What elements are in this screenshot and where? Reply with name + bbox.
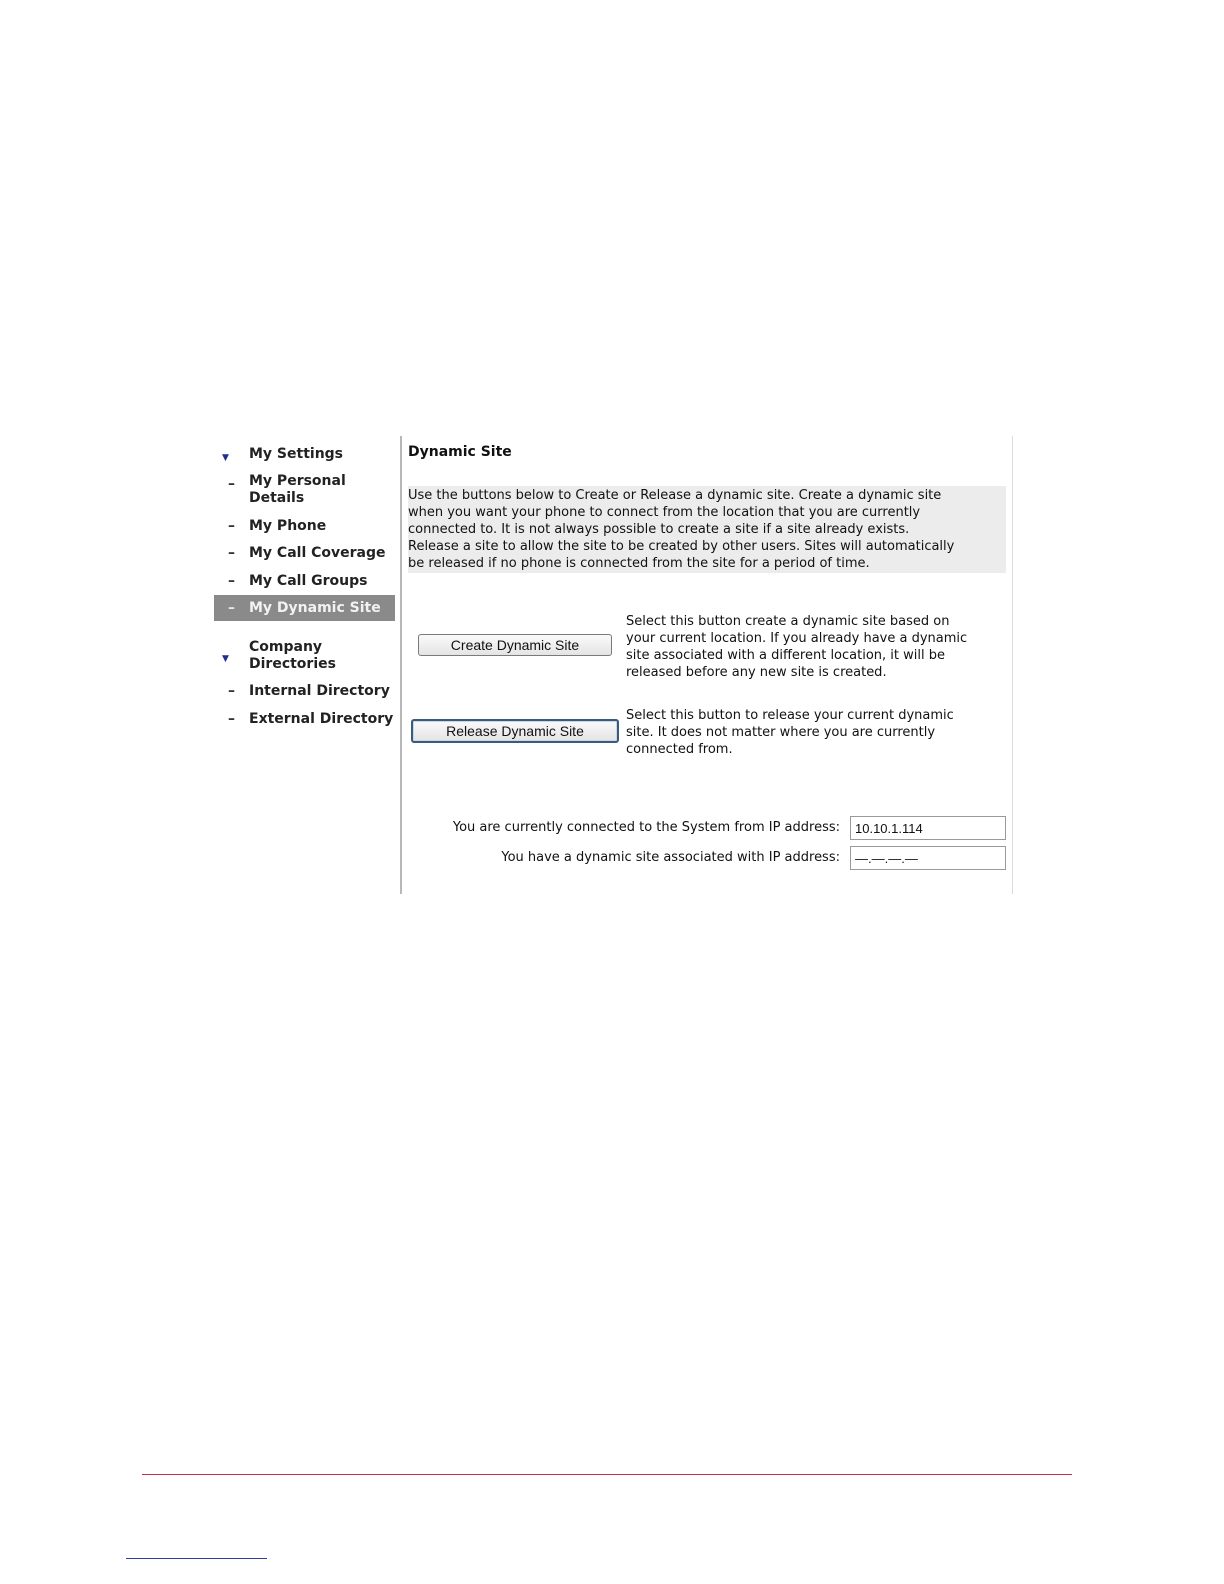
sidebar-item-my-call-groups[interactable] xyxy=(214,573,395,590)
sidebar-item-my-dynamic-site[interactable] xyxy=(214,595,395,621)
intro-line: be released if no phone is connected from the site for a period of time. xyxy=(408,556,870,571)
connected-ip-field[interactable] xyxy=(850,816,1006,840)
dash-icon: – xyxy=(228,600,235,616)
intro-line: Use the buttons below to Create or Release a dynamic site. Create a dynamic site xyxy=(408,488,942,503)
intro-line: connected to. It is not always possible to create a site if a site already exists. xyxy=(408,522,910,537)
sidebar-item-label: My Call Groups xyxy=(249,573,368,589)
release-description-line: connected from. xyxy=(626,742,733,757)
intro-line: when you want your phone to connect from the location that you are currently xyxy=(408,505,921,520)
intro-text xyxy=(408,486,1006,573)
sidebar-item-my-call-coverage[interactable] xyxy=(214,545,395,562)
content-right-border xyxy=(1012,436,1013,894)
create-description-line: Select this button create a dynamic site based on xyxy=(626,614,950,629)
intro-line: Release a site to allow the site to be created by other users. Sites will automatically xyxy=(408,539,955,554)
sidebar-item-my-phone[interactable] xyxy=(214,518,395,535)
connected-ip-row xyxy=(406,816,1006,840)
release-description xyxy=(626,707,1016,758)
triangle-down-icon: ▼ xyxy=(222,654,229,664)
sidebar-section-label xyxy=(249,639,395,673)
sidebar-item-label-line1: My Personal xyxy=(249,473,346,489)
sidebar-item-label: My Phone xyxy=(249,518,327,534)
sidebar-item-my-personal-details[interactable] xyxy=(214,473,395,507)
sidebar-section-company-directories[interactable] xyxy=(214,639,395,673)
sidebar-section-label-line2: Directories xyxy=(249,656,336,672)
create-dynamic-site-button[interactable]: Create Dynamic Site xyxy=(418,634,612,656)
release-description-line: Select this button to release your current dynamic xyxy=(626,708,954,723)
sidebar-item-label-line2: Details xyxy=(249,490,305,506)
dynamic-ip-label: You have a dynamic site associated with IP address: xyxy=(501,850,840,865)
sidebar-item-label: My Dynamic Site xyxy=(249,600,381,616)
dash-icon: – xyxy=(228,711,235,727)
dash-icon: – xyxy=(228,683,235,699)
dynamic-ip-row xyxy=(406,846,1006,870)
sidebar-item-label: Internal Directory xyxy=(249,683,390,699)
create-description-line: released before any new site is created. xyxy=(626,665,887,680)
dash-icon: – xyxy=(228,545,235,561)
sidebar-section-label-line1: Company xyxy=(249,639,323,655)
dynamic-ip-field[interactable] xyxy=(850,846,1006,870)
create-description xyxy=(626,613,1016,681)
main-content xyxy=(408,436,1008,894)
sidebar-item-label xyxy=(249,473,395,507)
footer-divider xyxy=(142,1474,1072,1475)
create-description-line: site associated with a different location, it will be xyxy=(626,648,945,663)
footnote-divider xyxy=(126,1558,267,1559)
release-dynamic-site-button[interactable]: Release Dynamic Site xyxy=(411,719,619,743)
sidebar-item-label: External Directory xyxy=(249,711,394,727)
sidebar-section-my-settings[interactable] xyxy=(214,446,395,463)
release-description-line: site. It does not matter where you are currently xyxy=(626,725,936,740)
dash-icon: – xyxy=(228,518,235,534)
page-title: Dynamic Site xyxy=(408,444,512,460)
screenshot-panel xyxy=(214,436,1066,894)
triangle-down-icon: ▼ xyxy=(222,453,229,463)
create-description-line: your current location. If you already have a dynamic xyxy=(626,631,968,646)
sidebar-item-internal-directory[interactable] xyxy=(214,683,395,700)
sidebar-divider xyxy=(400,436,402,894)
sidebar-item-label: My Call Coverage xyxy=(249,545,386,561)
sidebar xyxy=(214,436,396,894)
connected-ip-label: You are currently connected to the System from IP address: xyxy=(452,820,840,835)
dash-icon: – xyxy=(228,573,235,589)
sidebar-item-external-directory[interactable] xyxy=(214,711,395,728)
sidebar-section-label: My Settings xyxy=(249,446,344,462)
dash-icon: – xyxy=(228,476,235,492)
